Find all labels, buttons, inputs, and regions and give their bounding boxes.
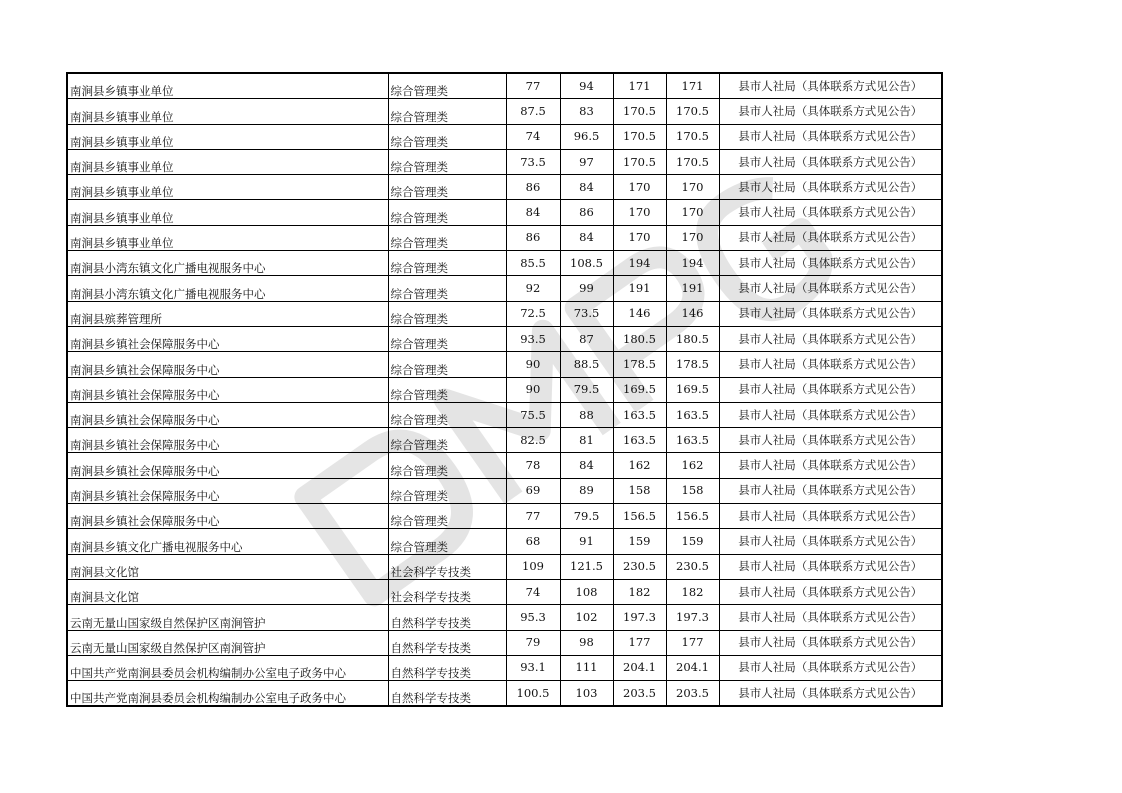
unit-cell: 南涧县乡镇社会保障服务中心	[67, 504, 388, 529]
results-table	[66, 72, 943, 707]
category-cell: 综合管理类	[388, 175, 506, 200]
unit-cell: 南涧县乡镇文化广播电视服务中心	[67, 529, 388, 554]
total-cell: 163.5	[613, 428, 666, 453]
total-cell: 146	[613, 301, 666, 326]
contact-cell: 县市人社局（具体联系方式见公告）	[719, 251, 942, 276]
total-cell: 170	[613, 175, 666, 200]
category-cell: 综合管理类	[388, 124, 506, 149]
category-cell: 自然科学专技类	[388, 655, 506, 680]
category-cell: 综合管理类	[388, 99, 506, 124]
unit-cell: 云南无量山国家级自然保护区南涧管护	[67, 605, 388, 630]
category-cell: 综合管理类	[388, 73, 506, 99]
category-cell: 综合管理类	[388, 276, 506, 301]
score1-cell: 100.5	[506, 681, 560, 707]
final-cell: 163.5	[666, 402, 719, 427]
contact-cell: 县市人社局（具体联系方式见公告）	[719, 478, 942, 503]
contact-cell: 县市人社局（具体联系方式见公告）	[719, 377, 942, 402]
score2-cell: 83	[560, 99, 613, 124]
score2-cell: 111	[560, 655, 613, 680]
table-row	[67, 402, 942, 427]
category-cell: 社会科学专技类	[388, 554, 506, 579]
table-row	[67, 655, 942, 680]
total-cell: 162	[613, 453, 666, 478]
unit-cell: 南涧县乡镇社会保障服务中心	[67, 478, 388, 503]
score1-cell: 79	[506, 630, 560, 655]
unit-cell: 南涧县乡镇事业单位	[67, 124, 388, 149]
table-row	[67, 377, 942, 402]
unit-cell: 南涧县文化馆	[67, 554, 388, 579]
total-cell: 169.5	[613, 377, 666, 402]
table-row	[67, 200, 942, 225]
unit-cell: 南涧县乡镇社会保障服务中心	[67, 402, 388, 427]
total-cell: 177	[613, 630, 666, 655]
score1-cell: 93.5	[506, 326, 560, 351]
category-cell: 综合管理类	[388, 326, 506, 351]
total-cell: 182	[613, 579, 666, 604]
score2-cell: 96.5	[560, 124, 613, 149]
table-row	[67, 579, 942, 604]
score2-cell: 79.5	[560, 504, 613, 529]
total-cell: 203.5	[613, 681, 666, 707]
contact-cell: 县市人社局（具体联系方式见公告）	[719, 276, 942, 301]
total-cell: 171	[613, 73, 666, 99]
table-row	[67, 175, 942, 200]
final-cell: 182	[666, 579, 719, 604]
score2-cell: 91	[560, 529, 613, 554]
unit-cell: 南涧县小湾东镇文化广播电视服务中心	[67, 251, 388, 276]
contact-cell: 县市人社局（具体联系方式见公告）	[719, 453, 942, 478]
table-row	[67, 73, 942, 99]
contact-cell: 县市人社局（具体联系方式见公告）	[719, 225, 942, 250]
score1-cell: 69	[506, 478, 560, 503]
category-cell: 社会科学专技类	[388, 579, 506, 604]
score1-cell: 68	[506, 529, 560, 554]
table-row	[67, 301, 942, 326]
table-row	[67, 554, 942, 579]
score1-cell: 90	[506, 352, 560, 377]
category-cell: 综合管理类	[388, 402, 506, 427]
score2-cell: 102	[560, 605, 613, 630]
score1-cell: 90	[506, 377, 560, 402]
unit-cell: 云南无量山国家级自然保护区南涧管护	[67, 630, 388, 655]
final-cell: 159	[666, 529, 719, 554]
final-cell: 180.5	[666, 326, 719, 351]
contact-cell: 县市人社局（具体联系方式见公告）	[719, 149, 942, 174]
score1-cell: 86	[506, 225, 560, 250]
total-cell: 163.5	[613, 402, 666, 427]
category-cell: 自然科学专技类	[388, 605, 506, 630]
table-row	[67, 149, 942, 174]
table-row	[67, 504, 942, 529]
score2-cell: 87	[560, 326, 613, 351]
score2-cell: 98	[560, 630, 613, 655]
final-cell: 203.5	[666, 681, 719, 707]
total-cell: 170.5	[613, 149, 666, 174]
contact-cell: 县市人社局（具体联系方式见公告）	[719, 681, 942, 707]
final-cell: 163.5	[666, 428, 719, 453]
score2-cell: 79.5	[560, 377, 613, 402]
contact-cell: 县市人社局（具体联系方式见公告）	[719, 605, 942, 630]
unit-cell: 南涧县乡镇社会保障服务中心	[67, 453, 388, 478]
score2-cell: 81	[560, 428, 613, 453]
unit-cell: 南涧县乡镇事业单位	[67, 200, 388, 225]
contact-cell: 县市人社局（具体联系方式见公告）	[719, 504, 942, 529]
total-cell: 159	[613, 529, 666, 554]
score2-cell: 94	[560, 73, 613, 99]
contact-cell: 县市人社局（具体联系方式见公告）	[719, 529, 942, 554]
category-cell: 综合管理类	[388, 504, 506, 529]
category-cell: 综合管理类	[388, 377, 506, 402]
final-cell: 162	[666, 453, 719, 478]
unit-cell: 中国共产党南涧县委员会机构编制办公室电子政务中心	[67, 681, 388, 707]
score2-cell: 108	[560, 579, 613, 604]
table-row	[67, 428, 942, 453]
category-cell: 综合管理类	[388, 529, 506, 554]
total-cell: 158	[613, 478, 666, 503]
total-cell: 170.5	[613, 124, 666, 149]
score2-cell: 97	[560, 149, 613, 174]
score2-cell: 73.5	[560, 301, 613, 326]
score1-cell: 109	[506, 554, 560, 579]
total-cell: 180.5	[613, 326, 666, 351]
table-row	[67, 225, 942, 250]
table-row	[67, 99, 942, 124]
category-cell: 综合管理类	[388, 200, 506, 225]
total-cell: 170	[613, 200, 666, 225]
category-cell: 综合管理类	[388, 453, 506, 478]
final-cell: 171	[666, 73, 719, 99]
final-cell: 170.5	[666, 124, 719, 149]
final-cell: 178.5	[666, 352, 719, 377]
total-cell: 178.5	[613, 352, 666, 377]
total-cell: 194	[613, 251, 666, 276]
score1-cell: 77	[506, 504, 560, 529]
table-row	[67, 681, 942, 707]
score1-cell: 75.5	[506, 402, 560, 427]
table-row	[67, 529, 942, 554]
unit-cell: 中国共产党南涧县委员会机构编制办公室电子政务中心	[67, 655, 388, 680]
contact-cell: 县市人社局（具体联系方式见公告）	[719, 99, 942, 124]
score1-cell: 84	[506, 200, 560, 225]
score2-cell: 108.5	[560, 251, 613, 276]
final-cell: 197.3	[666, 605, 719, 630]
unit-cell: 南涧县文化馆	[67, 579, 388, 604]
contact-cell: 县市人社局（具体联系方式见公告）	[719, 124, 942, 149]
score1-cell: 77	[506, 73, 560, 99]
final-cell: 146	[666, 301, 719, 326]
table-row	[67, 124, 942, 149]
contact-cell: 县市人社局（具体联系方式见公告）	[719, 402, 942, 427]
final-cell: 169.5	[666, 377, 719, 402]
score2-cell: 88.5	[560, 352, 613, 377]
contact-cell: 县市人社局（具体联系方式见公告）	[719, 200, 942, 225]
final-cell: 170	[666, 225, 719, 250]
category-cell: 自然科学专技类	[388, 630, 506, 655]
final-cell: 158	[666, 478, 719, 503]
contact-cell: 县市人社局（具体联系方式见公告）	[719, 630, 942, 655]
score1-cell: 86	[506, 175, 560, 200]
score2-cell: 99	[560, 276, 613, 301]
final-cell: 191	[666, 276, 719, 301]
score1-cell: 73.5	[506, 149, 560, 174]
unit-cell: 南涧县乡镇社会保障服务中心	[67, 428, 388, 453]
unit-cell: 南涧县乡镇事业单位	[67, 149, 388, 174]
score2-cell: 121.5	[560, 554, 613, 579]
table-body	[67, 73, 942, 706]
contact-cell: 县市人社局（具体联系方式见公告）	[719, 326, 942, 351]
score2-cell: 89	[560, 478, 613, 503]
score1-cell: 72.5	[506, 301, 560, 326]
table-row	[67, 478, 942, 503]
table-row	[67, 326, 942, 351]
unit-cell: 南涧县乡镇社会保障服务中心	[67, 377, 388, 402]
contact-cell: 县市人社局（具体联系方式见公告）	[719, 352, 942, 377]
unit-cell: 南涧县小湾东镇文化广播电视服务中心	[67, 276, 388, 301]
score1-cell: 87.5	[506, 99, 560, 124]
score1-cell: 78	[506, 453, 560, 478]
category-cell: 综合管理类	[388, 301, 506, 326]
unit-cell: 南涧县乡镇事业单位	[67, 99, 388, 124]
category-cell: 自然科学专技类	[388, 681, 506, 707]
score2-cell: 84	[560, 453, 613, 478]
final-cell: 230.5	[666, 554, 719, 579]
table-row	[67, 251, 942, 276]
contact-cell: 县市人社局（具体联系方式见公告）	[719, 554, 942, 579]
table-row	[67, 630, 942, 655]
score2-cell: 88	[560, 402, 613, 427]
score1-cell: 93.1	[506, 655, 560, 680]
score2-cell: 86	[560, 200, 613, 225]
score1-cell: 74	[506, 579, 560, 604]
final-cell: 170.5	[666, 149, 719, 174]
contact-cell: 县市人社局（具体联系方式见公告）	[719, 175, 942, 200]
contact-cell: 县市人社局（具体联系方式见公告）	[719, 428, 942, 453]
score1-cell: 85.5	[506, 251, 560, 276]
unit-cell: 南涧县乡镇事业单位	[67, 73, 388, 99]
total-cell: 191	[613, 276, 666, 301]
category-cell: 综合管理类	[388, 428, 506, 453]
contact-cell: 县市人社局（具体联系方式见公告）	[719, 301, 942, 326]
table-row	[67, 605, 942, 630]
score2-cell: 84	[560, 175, 613, 200]
total-cell: 170.5	[613, 99, 666, 124]
contact-cell: 县市人社局（具体联系方式见公告）	[719, 579, 942, 604]
final-cell: 170	[666, 200, 719, 225]
unit-cell: 南涧县乡镇事业单位	[67, 175, 388, 200]
category-cell: 综合管理类	[388, 225, 506, 250]
score1-cell: 82.5	[506, 428, 560, 453]
table-row	[67, 276, 942, 301]
unit-cell: 南涧县乡镇社会保障服务中心	[67, 326, 388, 351]
total-cell: 170	[613, 225, 666, 250]
category-cell: 综合管理类	[388, 149, 506, 174]
score1-cell: 74	[506, 124, 560, 149]
final-cell: 170	[666, 175, 719, 200]
total-cell: 204.1	[613, 655, 666, 680]
category-cell: 综合管理类	[388, 251, 506, 276]
score2-cell: 84	[560, 225, 613, 250]
category-cell: 综合管理类	[388, 478, 506, 503]
total-cell: 197.3	[613, 605, 666, 630]
score2-cell: 103	[560, 681, 613, 707]
unit-cell: 南涧县乡镇社会保障服务中心	[67, 352, 388, 377]
score1-cell: 92	[506, 276, 560, 301]
table-row	[67, 453, 942, 478]
final-cell: 177	[666, 630, 719, 655]
contact-cell: 县市人社局（具体联系方式见公告）	[719, 73, 942, 99]
table-row	[67, 352, 942, 377]
total-cell: 230.5	[613, 554, 666, 579]
category-cell: 综合管理类	[388, 352, 506, 377]
contact-cell: 县市人社局（具体联系方式见公告）	[719, 655, 942, 680]
final-cell: 204.1	[666, 655, 719, 680]
unit-cell: 南涧县殡葬管理所	[67, 301, 388, 326]
final-cell: 194	[666, 251, 719, 276]
unit-cell: 南涧县乡镇事业单位	[67, 225, 388, 250]
final-cell: 156.5	[666, 504, 719, 529]
total-cell: 156.5	[613, 504, 666, 529]
score1-cell: 95.3	[506, 605, 560, 630]
final-cell: 170.5	[666, 99, 719, 124]
